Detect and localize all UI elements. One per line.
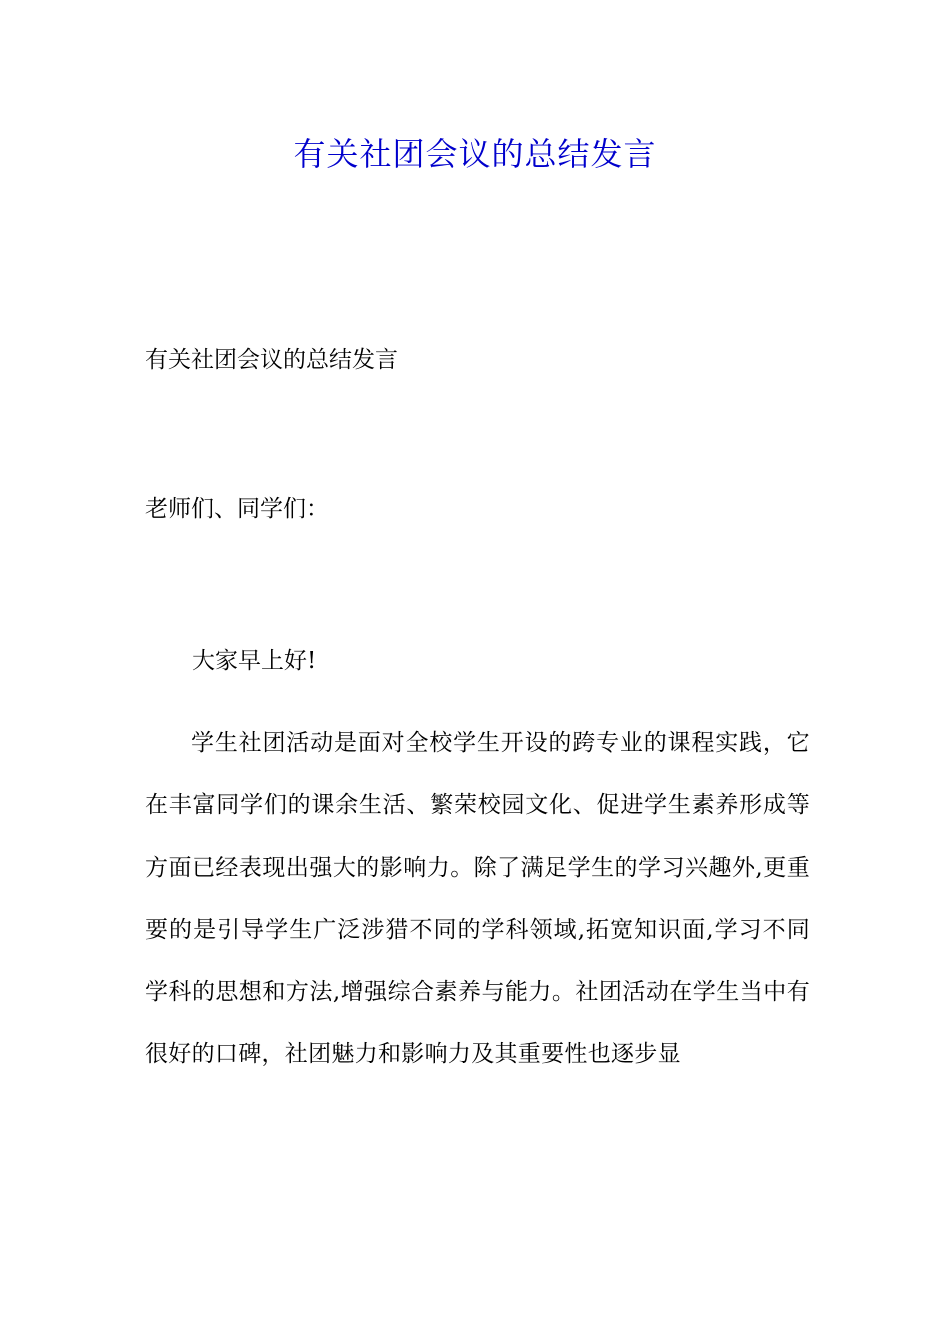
document-subtitle: 有关社团会议的总结发言 <box>145 347 398 373</box>
salutation: 老师们、同学们： <box>145 496 329 522</box>
body-paragraph: 学生社团活动是面对全校学生开设的跨专业的课程实践，它在丰富同学们的课余生活、繁荣校园文化、促进学生素养形成等方面已经表现出强大的影响力。除了满足学生的学习兴趣外,更重要的是引导学生广泛涉猎不同的学科领域,拓宽知识面,学习不同学科的思想和方法,增强综合素养与能力。社团活动在学生当中有很好的口碑，社团魅力和影响力及其重要性也逐步显 <box>145 730 810 1068</box>
greeting: 大家早上好! <box>192 648 317 674</box>
document-title: 有关社团会议的总结发言 <box>293 135 657 173</box>
